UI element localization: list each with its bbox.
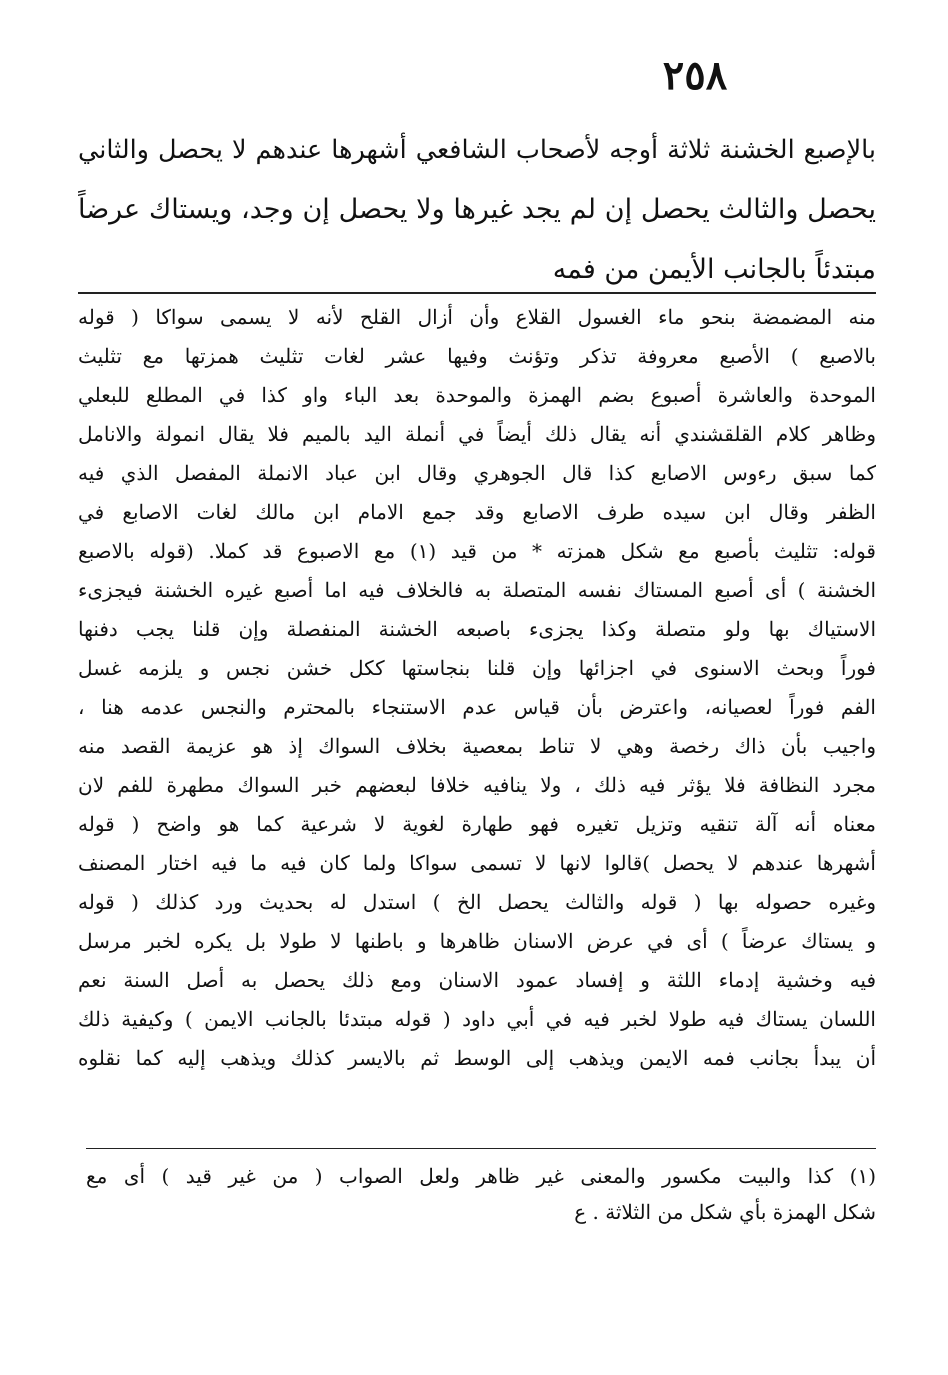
commentary-line: أن يبدأ بجانب فمه الايمن ويذهب إلى الوسط ثم بالايسر كذلك ويذهب إليه كما نقلوه <box>78 1046 876 1070</box>
commentary-line: فيه وخشية إدماء اللثة و إفساد عمود الاسنان ومع ذلك يحصل به أصل السنة نعم <box>78 968 876 992</box>
commentary-line: قوله: تثليث بأصبع مع شكل همزته * من قيد (١) مع الاصبوع قد كملا. (قوله بالاصبع <box>78 539 876 563</box>
footnote-line: (١) كذا والبيت مكسور والمعنى غير ظاهر ولعل الصواب ( من غير قيد ) أى مع <box>86 1164 876 1188</box>
commentary-line: بالاصبع ) الأصبع معروفة تذكر وتؤنث وفيها عشر لغات تثليث همزتها مع تثليث <box>78 344 876 368</box>
commentary-line: فوراً وبحث الاسنوى في اجزائها وإن قلنا بنجاستها ككل خشن نجس و يلزمه غسل <box>78 656 876 680</box>
commentary-line: معناه أنه آلة تنقيه وتزيل تغيره فهو طهارة لغوية لا شرعية كما هو واضح ( قوله <box>78 812 876 836</box>
main-divider <box>78 292 876 294</box>
main-text-line: بالإصبع الخشنة ثلاثة أوجه لأصحاب الشافعي أشهرها عندهم لا يحصل والثاني <box>78 135 876 165</box>
footnote-divider <box>86 1148 876 1149</box>
commentary-line: الفم فوراً لعصيانه، واعترض بأن قياس عدم الاستنجاء بالمحترم والنجس عدمه هنا ، <box>78 695 876 719</box>
footnote <box>86 1158 876 1230</box>
commentary-line: مجرد النظافة فلا يؤثر فيه ذلك ، ولا ينافيه خلافا لبعضهم خبر السواك مطهرة للفم لان <box>78 773 876 797</box>
footnote-line: شكل الهمزة بأي شكل من الثلاثة . ع <box>574 1200 876 1224</box>
main-text-line: مبتدئاً بالجانب الأيمن من فمه <box>552 254 876 285</box>
commentary-line: واجيب بأن ذاك رخصة وهي لا تناط بمعصية بخلاف السواك إذ هو عزيمة القصد منه <box>78 734 876 758</box>
commentary-line: الخشنة ) أى أصبع المستاك نفسه المتصلة به فالخلاف فيه اما أصبع غيره الخشنة فيجزىء <box>78 578 876 602</box>
commentary-line: وظاهر كلام القلقشندي أنه يقال ذلك أيضاً في أنملة اليد بالميم فلا يقال انمولة والانامل <box>78 422 876 446</box>
commentary-line: كما سبق رءوس الاصابع كذا قال الجوهري وقال ابن عباد الانملة المفصل الذي فيه <box>78 461 876 485</box>
commentary-text <box>78 298 876 1078</box>
main-text <box>78 120 876 300</box>
commentary-line: اللسان يستاك فيه طولا لخبر فيه في أبي داود ( قوله مبتدئا بالجانب الايمن ) وكيفية ذلك <box>78 1007 876 1031</box>
commentary-line: وغيره حصوله بها ( قوله والثالث يحصل الخ ) استدل له بحديث ورد كذلك ( قوله <box>78 890 876 914</box>
page-number: ٢٥٨ <box>662 52 728 99</box>
commentary-line: أشهرها عندهم لا يحصل )قالوا لانها لا تسمى سواكا ولما كان فيه ما فيه اختار المصنف <box>78 851 876 875</box>
commentary-line: الموحدة والعاشرة أصبوع بضم الهمزة والموحدة بعد الباء واو كذا في المطلع للبعلي <box>78 383 876 407</box>
main-text-line: يحصل والثالث يحصل إن لم يجد غيرها ولا يحصل إن وجد، ويستاك عرضاً <box>78 194 876 225</box>
commentary-line: الظفر وقال ابن سيده طرف الاصابع وقد جمع الامام ابن مالك لغات الاصابع في <box>78 500 876 524</box>
commentary-line: الاستياك بها ولو متصلة وكذا يجزىء باصبعه الخشنة المنفصلة وإن قلنا يجب دفنها <box>78 617 876 641</box>
commentary-line: منه المضمضة بنحو ماء الغسول القلاع وأن أزال القلح لأنه لا يسمى سواكا ( قوله <box>78 305 876 329</box>
commentary-line: و يستاك عرضاً ) أى في عرض الاسنان ظاهرها و باطنها لا طولا بل يكره لخبر مرسل <box>78 929 876 953</box>
